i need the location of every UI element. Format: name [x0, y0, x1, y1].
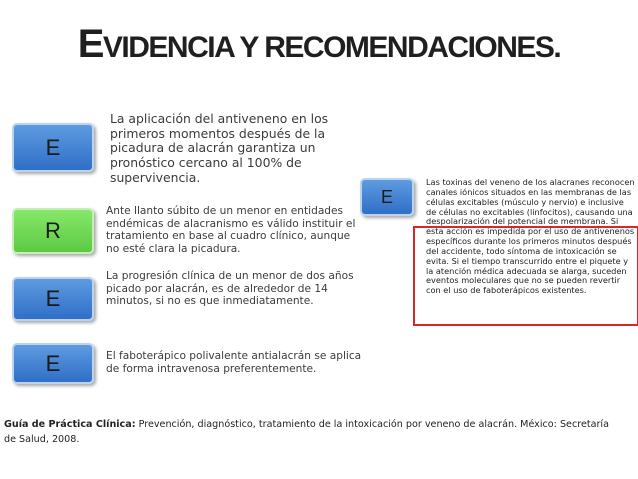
page-title	[0, 22, 638, 67]
reference-footer	[4, 418, 624, 448]
side-evidence-badge: E	[360, 178, 414, 216]
highlight-box	[413, 226, 638, 326]
evidence-text-2: La progresión clínica de un menor de dos años picado por alacrán, es de alrededor de 14 minutos, si no es que inmediatamente.	[106, 270, 354, 307]
reference-text: Prevención, diagnóstico, tratamiento de la intoxicación por veneno de alacrán. México: Secretaría de Salud, 2008.	[4, 419, 609, 445]
evidence-badge-1: E	[12, 123, 94, 172]
side-evidence-text: Las toxinas del veneno de los alacranes reconocen canales iónicos situados en las membranas de las células excitables (músculo y nervio) e inclusive de células no excitables (linfocitos), causando una despolarización del potencial de membrana. Si esta acción es impedida por el uso de antivenenos específicos durante los primeros minutos después del accidente, todo síntoma de intoxicación se evita. Si el tiempo transcurrido entre el piquete y la atención médica adecuada se alarga, suceden eventos moleculares que no se pueden revertir con el uso de faboterápicos existentes.	[426, 177, 635, 296]
title-rest: VIDENCIA Y RECOMENDACIONES.	[102, 31, 561, 64]
recommendation-badge: R	[12, 208, 94, 254]
title-initial: E	[77, 22, 103, 66]
edge-mark	[632, 180, 636, 210]
recommendation-text: Ante llanto súbito de un menor en entidades endémicas de alacranismo es válido instituir el tratamiento en base al cuadro clínico, aunque no esté clara la picadura.	[106, 205, 356, 255]
evidence-text-1: La aplicación del antiveneno en los primeros momentos después de la picadura de alacrán garantiza un pronóstico cercano al 100% de supervivencia.	[110, 111, 329, 185]
reference-label: Guía de Práctica Clínica:	[4, 419, 136, 430]
evidence-badge-3: E	[12, 343, 94, 384]
evidence-text-3: El faboterápico polivalente antialacrán se aplica de forma intravenosa preferentemente.	[106, 350, 362, 375]
evidence-badge-2: E	[12, 277, 94, 321]
